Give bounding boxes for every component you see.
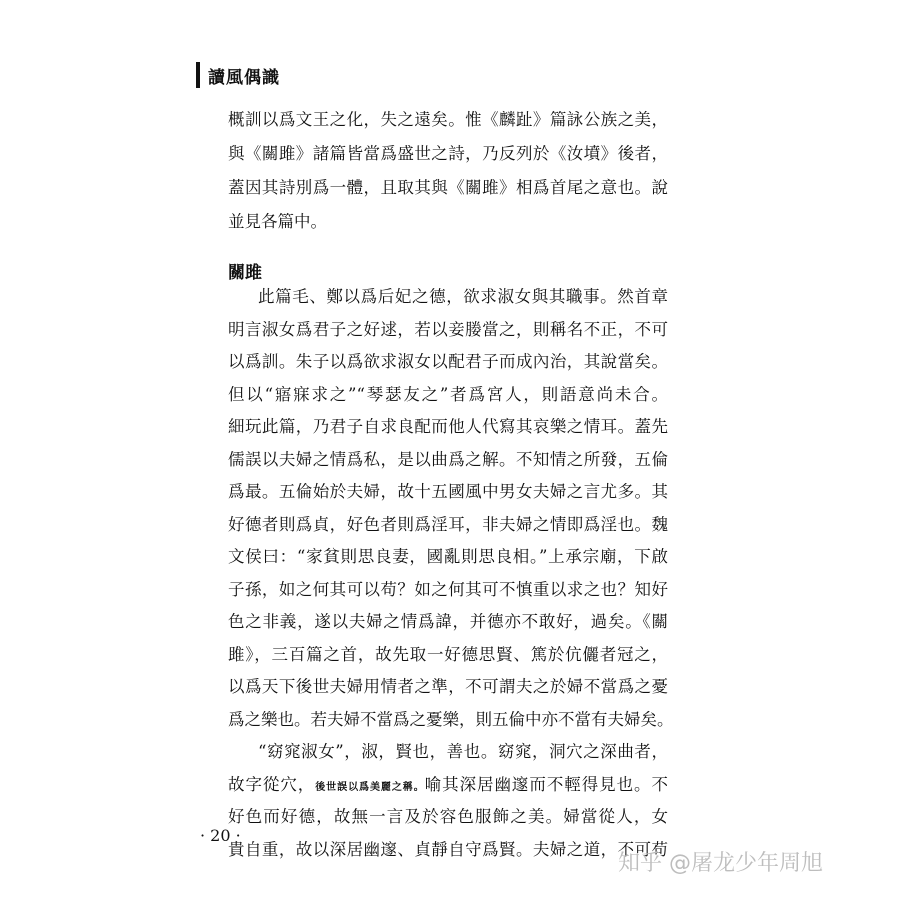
text-line: 並見各篇中。: [228, 212, 327, 231]
section-title: 關雎: [228, 263, 262, 283]
running-head: [196, 62, 280, 88]
text-line: 概訓以爲文王之化，失之遠矣。惟《麟趾》篇詠公族之美，: [228, 110, 668, 129]
text-line: 好德者則爲貞，好色者則爲淫耳，非夫婦之情即爲淫也。魏: [228, 515, 668, 534]
text-line: 貴自重，故以深居幽邃、貞靜自守爲賢。夫婦之道，不可苟: [228, 840, 668, 859]
text-line: 細玩此篇，乃君子自求良配而他人代寫其哀樂之情耳。蓋先: [228, 417, 668, 436]
book-title: 讀風偶識: [208, 67, 280, 88]
text-segment: 喻其深居幽邃而不輕得見也。不: [424, 775, 669, 794]
text-line: 雎》，三百篇之首，故先取一好德思賢、篤於伉儷者冠之，: [228, 645, 668, 664]
text-line: 文侯曰：“家貧則思良妻，國亂則思良相。”上承宗廟，下啟: [228, 547, 668, 566]
text-line: 以爲訓。朱子以爲欲求淑女以配君子而成內治，其說當矣。: [228, 352, 668, 371]
text-line-with-note: [228, 774, 668, 799]
page-number: · 20 ·: [200, 826, 241, 845]
text-line: 明言淑女爲君子之好逑，若以妾媵當之，則稱名不正，不可: [228, 320, 668, 339]
text-line: 好色而好德，故無一言及於容色服飾之美。婦當從人，女: [228, 807, 668, 826]
text-line: 但以“寤寐求之”“琴瑟友之”者爲宮人，則語意尚未合。: [228, 385, 668, 404]
text-line: 子孫，如之何其可以苟？如之何其可不慎重以求之也？知好: [228, 580, 668, 599]
text-line: 以爲天下後世夫婦用情者之準，不可謂夫之於婦不當爲之憂: [228, 677, 668, 696]
inline-note: 後世誤以爲美麗之稱。: [315, 782, 425, 793]
text-line: “窈窕淑女”，淑，賢也，善也。窈窕，洞穴之深曲者，: [258, 742, 668, 761]
text-line: 爲最。五倫始於夫婦，故十五國風中男女夫婦之言尤多。其: [228, 482, 668, 501]
header-rule: [196, 62, 200, 88]
text-line: 此篇毛、鄭以爲后妃之德，欲求淑女與其職事。然首章: [258, 287, 668, 306]
text-line: 與《關雎》諸篇皆當爲盛世之詩，乃反列於《汝墳》後者，: [228, 144, 668, 163]
text-line: 儒誤以夫婦之情爲私，是以曲爲之解。不知情之所發，五倫: [228, 450, 668, 469]
watermark: 知乎 @屠龙少年周旭: [618, 851, 823, 876]
text-segment: 故字從穴，: [228, 775, 316, 794]
text-line: 色之非義，遂以夫婦之情爲諱，并德亦不敢好，過矣。《關: [228, 612, 668, 631]
text-line: 爲之樂也。若夫婦不當爲之憂樂，則五倫中亦不當有夫婦矣。: [228, 710, 674, 729]
text-line: 蓋因其詩別爲一體，且取其與《關雎》相爲首尾之意也。說: [228, 178, 668, 197]
